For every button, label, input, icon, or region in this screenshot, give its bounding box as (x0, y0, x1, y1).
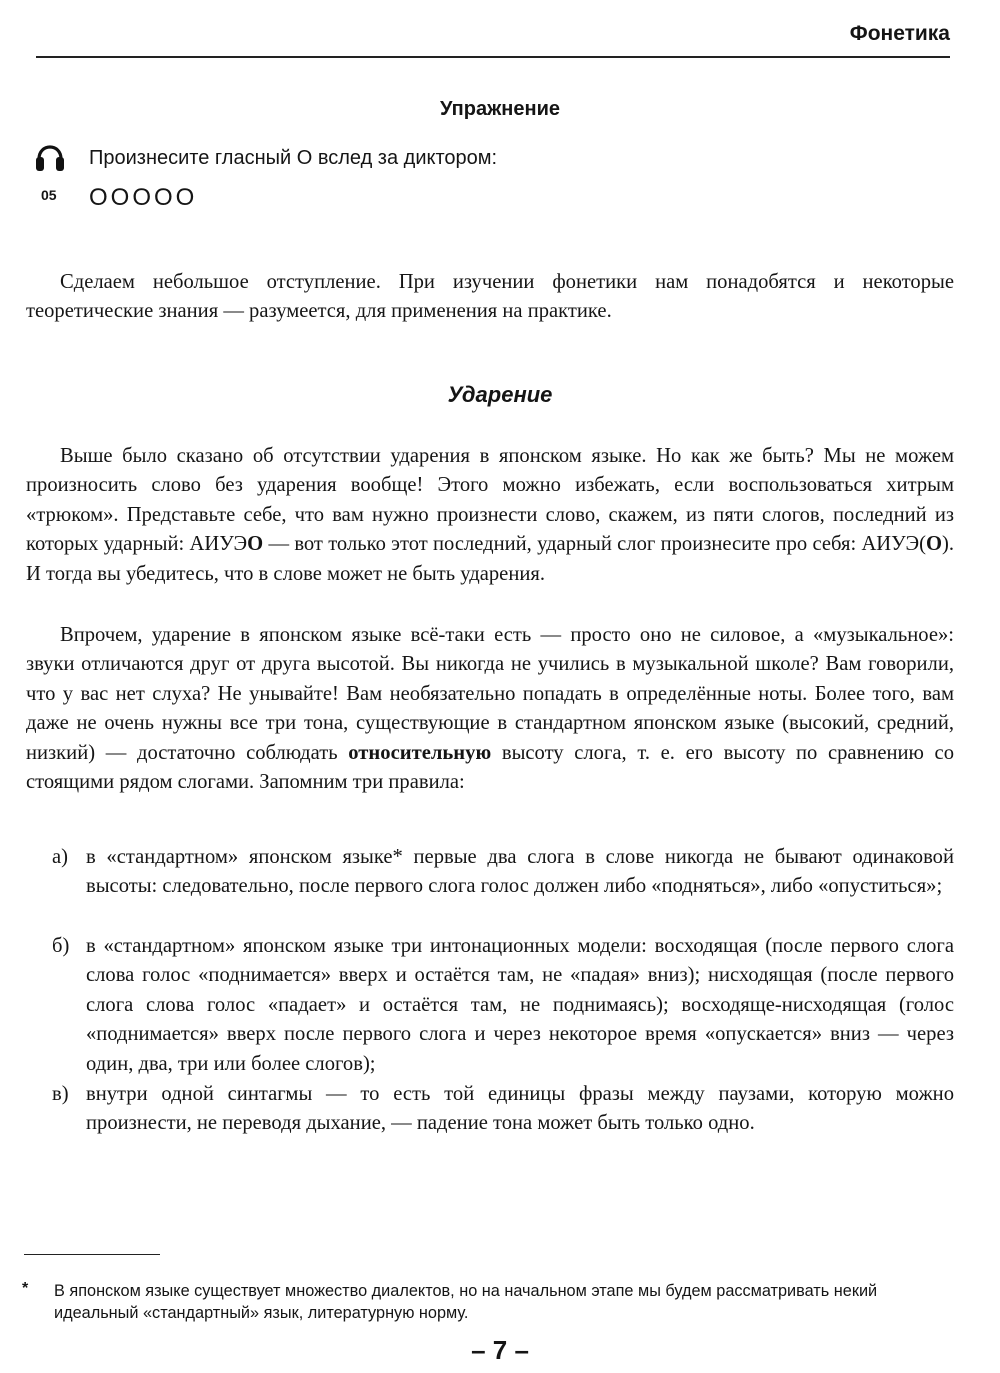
p1-text-middle: — вот только этот последний, ударный слог произнесите про себя: АИУЭ( (263, 533, 926, 556)
footnote-marker: * (22, 1280, 29, 1297)
rule-item-b (52, 932, 954, 1079)
running-header: Фонетика (849, 22, 950, 45)
rule-marker: а) (52, 846, 68, 868)
rule-text: в «стандартном» японском языке* первые два слога в слове никогда не бывают одинаковой высоты: следовательно, после первого слога голос должен либо «подняться», либо «опуститься»; (86, 846, 954, 898)
p1-bold-vowel: О (247, 533, 264, 556)
track-number: 05 (41, 187, 57, 203)
p2-text-end: высоту слога, т. е. его высоту по сравнению со стоящими рядом слогами. Запомним три правила: (26, 741, 954, 794)
footnote-divider (24, 1254, 160, 1255)
rule-item-c (52, 1080, 954, 1139)
p2-text-start: Впрочем, ударение в японском языке всё-таки есть — просто оно не силовое, а «музыкальное»: звуки отличаются друг от друга высотой. Вы никогда не учились в музыкальной школе? Вам говорили, что у вас нет слуха? Не унывайте! Вам необязательно попадать в определённые ноты. Более того, вам даже не очень нужны все три тона, существующие в стандартном японском языке (высокий, средний, низкий) — достаточно соблюдать (26, 624, 954, 764)
p1-text-start: Выше было сказано об отсутствии ударения в японском языке. Но как же быть? Мы не можем произносить слово без ударения вообще! Этого можно избежать, если воспользоваться хитрым «трюком». Представьте себе, что вам нужно произнести слово, скажем, из пяти слогов, последний из которых ударный: АИУЭ (26, 445, 954, 556)
header-divider (36, 56, 950, 58)
headphones-icon (34, 137, 66, 177)
p2-bold-term: относительную (348, 741, 492, 764)
stress-paragraph-2 (26, 621, 954, 797)
rule-marker: б) (52, 935, 70, 957)
rule-text: внутри одной синтагмы — то есть той единицы фразы между паузами, которую можно произнести, не переводя дыхание, — падение тона может быть только одно. (86, 1083, 954, 1135)
page-number: – 7 – (471, 1335, 529, 1365)
rule-item-a (52, 843, 954, 902)
rule-text: в «стандартном» японском языке три интонационных модели: восходящая (после первого слога слова голос «поднимается» вверх и остаётся там, не «падая» вниз); нисходящая (после первого слога слова голос «падает» и остаётся там, не поднимаясь); восходяще-нисходящая (голос «поднимается» вверх после первого слога и через некоторое время «опускается» вниз — через один, два, три или более слогов); (86, 935, 954, 1075)
exercise-sample: ООООО (89, 184, 198, 211)
rule-marker: в) (52, 1083, 69, 1105)
exercise-heading: Упражнение (440, 98, 560, 120)
intro-paragraph: Сделаем небольшое отступление. При изучении фонетики нам понадобятся и некоторые теоретические знания — разумеется, для применения на практике. (26, 271, 954, 323)
footnote-text: В японском языке существует множество диалектов, но на начальном этапе мы будем рассматривать некий идеальный «стандартный» язык, литературную норму. (54, 1282, 878, 1322)
p1-bold-vowel-2: О (925, 533, 942, 556)
section-heading: Ударение (447, 382, 553, 407)
p1-text-end: ). И тогда вы убедитесь, что в слове может не быть ударения. (26, 533, 954, 585)
stress-paragraph-1 (26, 442, 954, 589)
exercise-instruction: Произнесите гласный О вслед за диктором: (89, 147, 498, 169)
